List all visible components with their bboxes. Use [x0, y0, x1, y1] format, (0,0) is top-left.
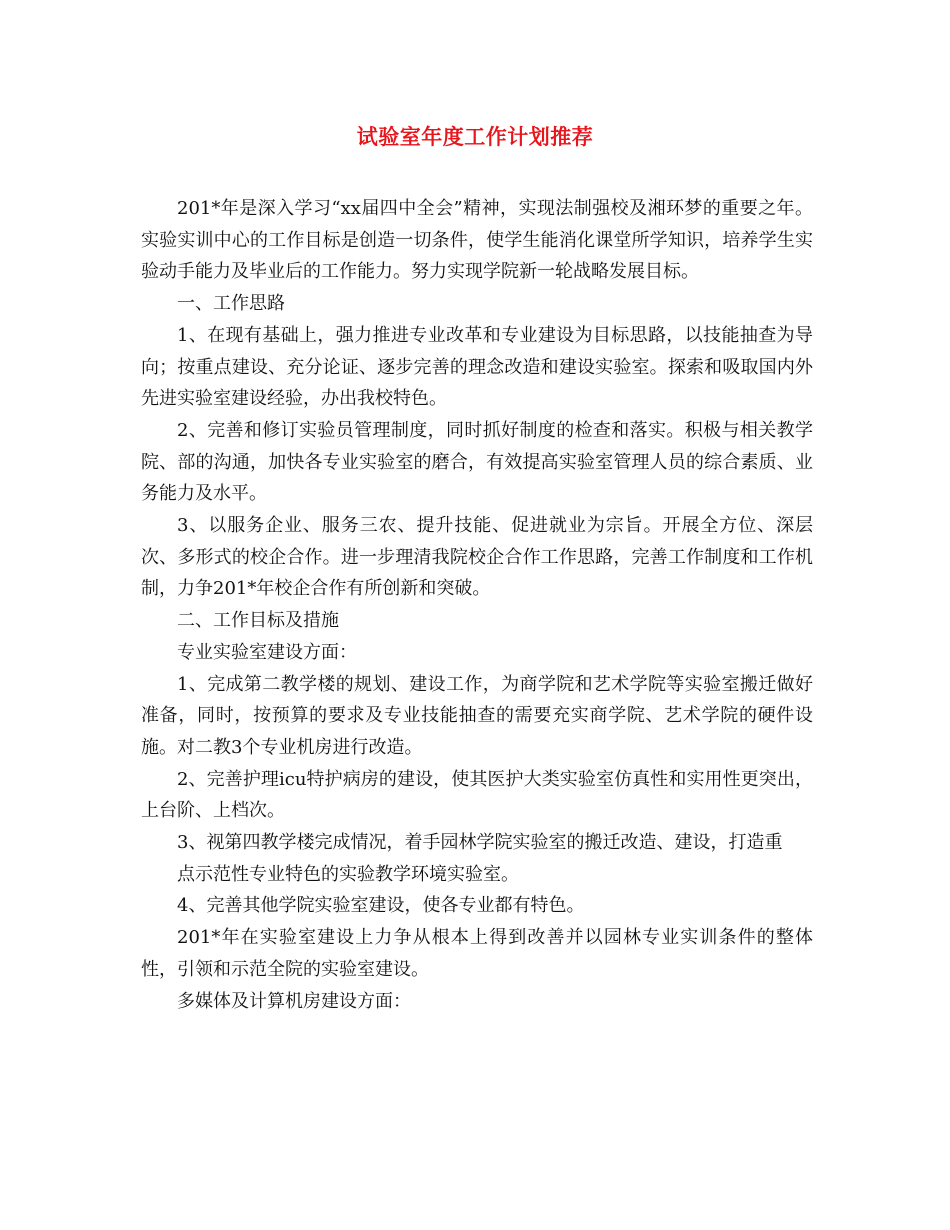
paragraph-intro: 201*年是深入学习“xx届四中全会”精神，实现法制强校及湘环梦的重要之年。实验实训中心的工作目标是创造一切条件，使学生能消化课堂所学知识，培养学生实验动手能力及毕业后的工作能力。努力实现学院新一轮战略发展目标。 [141, 198, 813, 283]
paragraph-goal-3: 3、视第四教学楼完成情况，着手园林学院实验室的搬迁改造、建设，打造重 [177, 832, 783, 854]
paragraph-goal-1: 1、完成第二教学楼的规划、建设工作，为商学院和艺术学院等实验室搬迁做好准备，同时，按预算的要求及专业技能抽查的需要充实商学院、艺术学院的硬件设施。对二教3个专业机房进行改造。 [141, 673, 813, 758]
section-heading-goals: 二、工作目标及措施 [177, 610, 339, 632]
paragraph-idea-3: 3、以服务企业、服务三农、提升技能、促进就业为宗旨。开展全方位、深层次、多形式的校企合作。进一步理清我院校企合作工作思路，完善工作制度和工作机制，力争201*年校企合作有所创新和突破。 [141, 515, 813, 600]
document-title: 试验室年度工作计划推荐 [356, 124, 594, 149]
section-heading-work-ideas: 一、工作思路 [177, 293, 285, 315]
paragraph-goal-4: 4、完善其他学院实验室建设，使各专业都有特色。 [177, 895, 585, 917]
paragraph-idea-1: 1、在现有基础上，强力推进专业改革和专业建设为目标思路，以技能抽查为导向；按重点建设、充分论证、逐步完善的理念改造和建设实验室。探索和吸取国内外先进实验室建设经验，办出我校特色。 [141, 324, 813, 410]
paragraph-idea-2: 2、完善和修订实验员管理制度，同时抓好制度的检查和落实。积极与相关教学院、部的沟通，加快各专业实验室的磨合，有效提高实验室管理人员的综合素质、业务能力及水平。 [141, 419, 813, 505]
subheading-lab-construction: 专业实验室建设方面： [177, 641, 357, 663]
subheading-multimedia: 多媒体及计算机房建设方面： [177, 990, 411, 1012]
document-body [141, 193, 813, 1017]
paragraph-lab-summary: 201*年在实验室建设上力争从根本上得到改善并以园林专业实训条件的整体性，引领和示范全院的实验室建设。 [141, 927, 813, 980]
paragraph-goal-3-continued: 点示范性专业特色的实验教学环境实验室。 [177, 863, 519, 885]
paragraph-goal-2: 2、完善护理icu特护病房的建设，使其医护大类实验室仿真性和实用性更突出，上台阶、上档次。 [141, 768, 813, 822]
